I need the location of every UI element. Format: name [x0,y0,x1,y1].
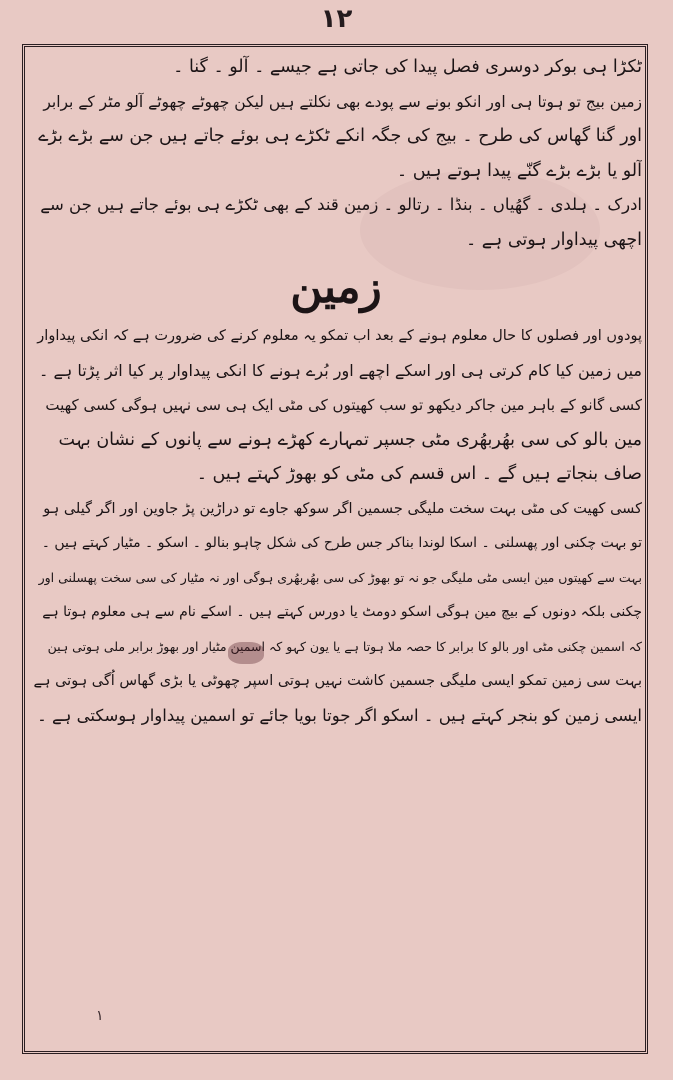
text-line: بہت سی زمین تمکو ایسی ملیگی جسمین کاشت نہیں ہوتی اسپر چھوٹی یا بڑی گھاس اُگی ہوتی ہے [33,673,642,689]
bottom-mark: ۱ [96,1008,104,1024]
text-line: کسی کھیت کی مٹی بہت سخت ملیگی جسمین اگر سوکھ جاوے تو دراڑین پڑ جاوین اور اگر گیلی ہو [43,500,642,517]
page-number: ۱۲ [320,4,353,34]
section-heading: زمین [290,262,382,313]
text-line: چکنی بلکہ دونوں کے بیچ مین ہوگی اسکو دومٹ یا دورس کہتے ہیں ۔ اسکے نام سے ہی معلوم ہوتا ہے [42,604,642,620]
text-line: کہ اسمین چکنی مٹی اور بالو کا برابر کا حصہ ملا ہوتا ہے یا یون کہو کہ اسمین مٹیار اور بھوڑ برابر ملی ہوتی ہین [47,638,642,654]
text-line: کسی گانو کے باہر مین جاکر دیکھو تو سب کھیتوں کی مٹی ایک ہی سی نہیں ہوگی کسی کھیت [45,396,642,414]
text-line: آلو یا بڑے بڑے گنّے پیدا ہوتے ہیں ۔ [396,160,642,181]
text-line: اچھی پیداوار ہوتی ہے ۔ [465,229,642,250]
text-line: ایسی زمین کو بنجر کہتے ہیں ۔ اسکو اگر جوتا بویا جائے تو اسمین پیداوار ہوسکتی ہے ۔ [37,705,642,725]
text-line: پودوں اور فصلوں کا حال معلوم ہونے کے بعد اب تمکو یہ معلوم کرنے کی ضرورت ہے کہ انکی پیداوار [37,328,642,344]
ink-smudge [228,642,264,664]
text-line: تو بہت چکنی اور پھسلنی ۔ اسکا لوندا بناکر جس طرح کی شکل چاہو بنالو ۔ اسکو ۔ مٹیار کہتے ہیں ۔ [41,535,642,551]
page-body [30,50,642,733]
text-line: میں زمین کیا کام کرتی ہی اور اسکے اچھے اور بُرے ہونے کا انکی پیداوار پر کیا اثر پڑتا ہے ۔ [39,360,642,380]
text-line: بہت سے کھیتوں مین ایسی مٹی ملیگی جو نہ تو بھوڑ کی سی بھُربھُری ہوگی اور نہ مٹیار کی سی سخت پھسلنی اور [38,569,642,585]
text-line: مین بالو کی سی بھُربھُری مٹی جسپر تمہارے کھڑے ہونے سے پانوں کے نشان بہت [58,429,642,450]
text-line: صاف بنجاتے ہیں گے ۔ اس قسم کی مٹی کو بھوڑ کہتے ہیں ۔ [196,464,642,484]
text-line: اور گنا گھاس کی طرح ۔ بیج کی جگہ انکے ٹکڑے ہی بوئے جاتے ہیں جن سے بڑے بڑے [38,126,642,146]
text-line: ٹکڑا ہی بوکر دوسری فصل پیدا کی جاتی ہے جیسے ۔ آلو ۔ گنا ۔ [173,57,642,77]
text-line: ادرک ۔ ہلدی ۔ گھُیاں ۔ بنڈا ۔ رتالو ۔ زمین قند کے بھی ٹکڑے ہی بوئے جاتے ہیں جن سے [40,195,642,214]
text-line: زمین بیج تو ہوتا ہی اور انکو بونے سے پودے بھی نکلتے ہیں لیکن چھوٹے چھوٹے آلو مٹر کے برابر [43,92,642,111]
